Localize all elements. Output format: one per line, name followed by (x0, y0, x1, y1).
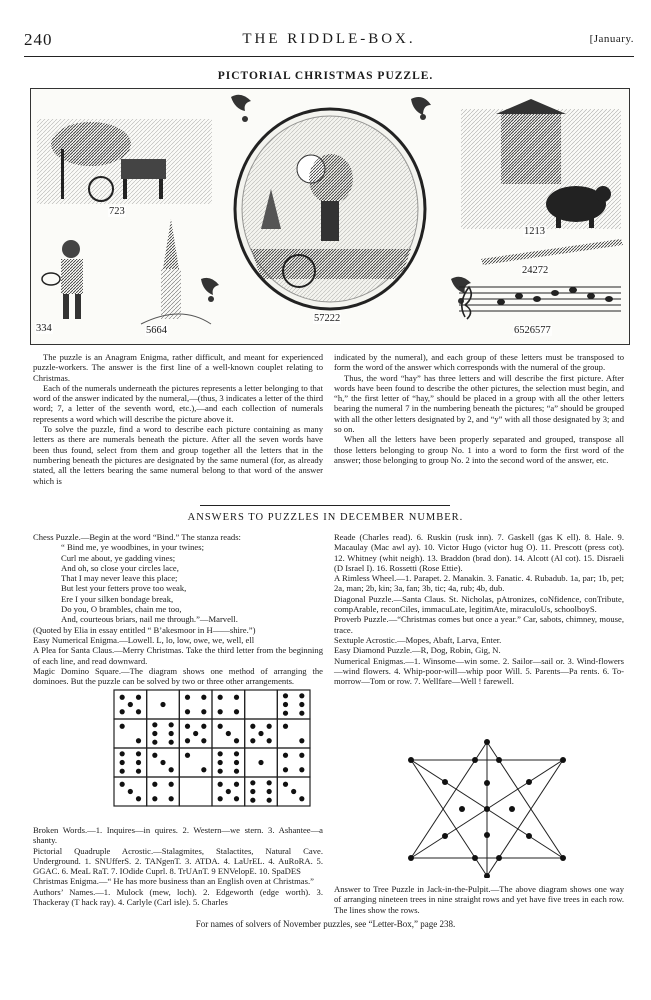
domino-pip (201, 767, 206, 772)
domino-pip (185, 724, 190, 729)
domino-pip (234, 738, 239, 743)
bear-scene (461, 99, 621, 229)
puzzle-paragraph: Thus, the word “hay” has three letters and will describe the first picture. After words have been found to describe the other pictures, the selection must begin, and “h,” the first letter of “hay,” should be placed in a group with all the other letters bearing the numeral 7 in the numbering beneath the pictures; “a” should be grouped with all the other letters designated by 2, and “y” with all those designated by 3; and so on. (334, 372, 624, 435)
domino-pip (128, 789, 133, 794)
answers-left-column (33, 532, 323, 686)
chess-puzzle-intro: Chess Puzzle.—Begin at the word “Bind.” The stanza reads: (33, 532, 241, 542)
domino-pip (299, 767, 304, 772)
domino-pip (218, 760, 223, 765)
domino-pip (299, 693, 304, 698)
central-medallion (235, 109, 425, 309)
answers-left-lower (33, 825, 323, 907)
issue-month: [January. (589, 33, 634, 45)
poem-line: And, courteous briars, nail me through.”—Marvell. (61, 614, 238, 625)
picture-number-7: 6526577 (514, 325, 551, 336)
puzzle-paragraph: When all the letters have been properly separated and grouped, transpose all those letters belonging to group No. 1 into a word to form the first word of the answer; those belonging to group No. 2 into the second word of the answer, etc. (334, 434, 624, 465)
domino-pip (250, 738, 255, 743)
domino-pip (250, 798, 255, 803)
domino-pip (169, 731, 174, 736)
picture-number-4: 57222 (314, 313, 341, 324)
domino-pip (226, 731, 231, 736)
answer-paragraph: Authors’ Names.—1. Mulock (mew, loch). 2. Edgeworth (edge worth). 3. Thackeray (T hack ray). 4. Carlyle (Carl isle). 5. Charles (33, 886, 323, 908)
boy-figure (42, 240, 83, 319)
answer-paragraph: A Rimless Wheel.—1. Parapet. 2. Manakin. 3. Fanatic. 4. Rubadub. 1a, par; 1b, pet; 2a, man; 2b, kin; 3a, fan; 3b, tic; 4a, rub; 4b, dub. (334, 573, 624, 594)
puzzle-title: PICTORIAL CHRISTMAS PUZZLE. (217, 70, 434, 82)
puzzle-paragraph: To solve the puzzle, find a word to describe each picture containing as many letters as there are numerals beneath the picture. After all the seven words have been thus found, select from them and group together all the letters that in the numbering beneath the pictures are designated by the same numeral (for, as already stated, all the letters bearing the same numeral belong to that word of the answer which is (33, 424, 323, 486)
answer-paragraph: Reade (Charles read). 6. Ruskin (rusk inn). 7. Gaskell (gas K ell). 8. Hale. 9. Macaulay (Mac awl ay). 10. Victor Hugo (victor hug O). 11. Prescott (press cot). 12. Whitney (whit neigh). 13. Braddon (brad don). 14. Alcott (Al cot). 15. Disraeli (D Israel I). 16. Rossetti (Rose Ettie). (334, 532, 624, 573)
answer-paragraph: Numerical Enigmas.—1. Winsome—win some. 2. Sailor—sail or. 3. Wind-flowers—wind flowers. 4. Whip-poor-will—whip poor Will. 5. Parents—Pa rents. 6. To-morrow—Tom or row. 7. Wellfare—Well ! farewell. (334, 655, 624, 687)
domino-pip (136, 796, 141, 801)
domino-pip (291, 789, 296, 794)
answers-title: ANSWERS TO PUZZLES IN DECEMBER NUMBER. (187, 512, 464, 523)
picture-number-6: 24272 (522, 265, 549, 276)
domino-pip (234, 695, 239, 700)
domino-pip (226, 789, 231, 794)
domino-pip (152, 753, 157, 758)
domino-cell (212, 748, 245, 777)
domino-pip (136, 751, 141, 756)
domino-pip (201, 724, 206, 729)
domino-pip (136, 738, 141, 743)
answer-paragraph: Magic Domino Square.—The diagram shows one method of arranging the dominoes. But the puzzle can be solved by two or three other arrangements. (33, 665, 323, 687)
domino-pip (136, 760, 141, 765)
domino-pip (283, 724, 288, 729)
domino-pip (185, 753, 190, 758)
domino-pip (299, 753, 304, 758)
answer-paragraph: Sextuple Acrostic.—Mopes, Abaft, Larva, Enter. (334, 634, 502, 645)
domino-pip (201, 709, 206, 714)
domino-pip (160, 760, 165, 765)
domino-cell (147, 777, 180, 806)
answer-paragraph: Broken Words.—1. Inquires—in quires. 2. Western—we stern. 3. Ashantee—a shanty. (33, 825, 323, 846)
puzzle-paragraph: indicated by the numeral), and each group of these letters must be transposed to form the word of the answer which corresponds with the numeral of the group. (334, 352, 624, 373)
puzzle-illustration (30, 88, 630, 345)
domino-pip (136, 695, 141, 700)
domino-pip (267, 789, 272, 794)
tree-puzzle-star-diagram (405, 738, 570, 878)
domino-pip (299, 796, 304, 801)
answers-right-column (334, 532, 624, 686)
domino-pip (120, 782, 125, 787)
domino-pip (267, 738, 272, 743)
tree-puzzle-caption: Answer to Tree Puzzle in Jack-in-the-Pulpit.—The above diagram shows one way of arranging nineteen trees in nine straight rows and yet have five trees in each row. The lines show the rows. (334, 884, 624, 915)
domino-pip (120, 695, 125, 700)
domino-pip (299, 702, 304, 707)
poem-line: Ere I your silken bondage break, (61, 593, 174, 604)
answer-paragraph: A Plea for Santa Claus.—Merry Christmas. Take the third letter from the beginning of each line, and read downward. (33, 645, 323, 666)
domino-pip (234, 782, 239, 787)
domino-cell (179, 777, 212, 806)
domino-pip (250, 724, 255, 729)
domino-pip (218, 751, 223, 756)
domino-pip (234, 796, 239, 801)
domino-pip (136, 709, 141, 714)
domino-pip (267, 724, 272, 729)
domino-pip (128, 702, 133, 707)
domino-pip (250, 789, 255, 794)
domino-cell (114, 748, 147, 777)
domino-pip (218, 782, 223, 787)
answer-paragraph: Easy Numerical Enigma.—Lowell. L, lo, low, owe, we, well, ell (33, 634, 255, 645)
domino-pip (120, 724, 125, 729)
domino-pip (152, 796, 157, 801)
picture-number-5: 1213 (524, 226, 545, 237)
domino-pip (201, 738, 206, 743)
poem-line: “ Bind me, ye woodbines, in your twines; (61, 542, 204, 553)
domino-pip (152, 782, 157, 787)
domino-pip (169, 796, 174, 801)
domino-pip (169, 767, 174, 772)
domino-pip (250, 780, 255, 785)
domino-pip (218, 796, 223, 801)
domino-pip (283, 702, 288, 707)
domino-pip (283, 782, 288, 787)
domino-pip (152, 731, 157, 736)
answer-paragraph: (Quoted by Elia in essay entitled “ B’akesmoor in H——shire.”) (33, 624, 256, 635)
puzzle-paragraph: Each of the numerals underneath the pictures represents a letter belonging to that word of the answer indicated by the numeral,—(thus, 3 indicates a letter of the third word; 7, a letter of the seventh word, etc.),—and each collection of numerals represents a word which will describe the picture above it. (33, 382, 323, 424)
domino-pip (283, 753, 288, 758)
puzzle-text-left (33, 352, 323, 486)
domino-cell (212, 690, 245, 719)
domino-pip (267, 798, 272, 803)
domino-pip (234, 769, 239, 774)
domino-pip (218, 695, 223, 700)
puzzle-text-right (334, 352, 624, 465)
domino-square-diagram (112, 688, 312, 808)
domino-pip (234, 751, 239, 756)
domino-pip (267, 780, 272, 785)
domino-pip (136, 769, 141, 774)
domino-pip (169, 782, 174, 787)
domino-pip (160, 702, 165, 707)
poem-line: Do you, O brambles, chain me too, (61, 604, 182, 615)
domino-pip (120, 751, 125, 756)
poem-line: That I may never leave this place; (61, 573, 178, 584)
picture-number-3: 5664 (146, 325, 167, 336)
domino-cell (277, 748, 310, 777)
puzzle-paragraph: The puzzle is an Anagram Enigma, rather difficult, and meant for experienced puzzle-workers. The answer is the first line of a well-known couplet relating to Christmas. (33, 352, 323, 383)
domino-pip (234, 709, 239, 714)
domino-pip (185, 695, 190, 700)
domino-pip (234, 760, 239, 765)
domino-pip (218, 769, 223, 774)
domino-cell (277, 690, 310, 719)
domino-cell (179, 690, 212, 719)
page-number: 240 (24, 30, 53, 49)
domino-pip (193, 731, 198, 736)
footer-note: For names of solvers of November puzzles, see “Letter-Box,” page 238. (195, 919, 456, 929)
domino-pip (218, 709, 223, 714)
section-rule (200, 505, 450, 506)
header-rule (24, 56, 634, 57)
poem-line: And oh, so close your circles lace, (61, 562, 179, 573)
domino-pip (283, 767, 288, 772)
domino-cell (245, 777, 278, 806)
answer-paragraph: Pictorial Quadruple Acrostic.—Stalagmites, Stalactites, Natural Cave. Underground. 1. SNUfferS. 2. TANgenT. 3. ATDA. 4. LaUrEL. 4. AuRoRA. 5. GGAC. 6. MeaL RaT. 7. IOdide Cuprl. 8. TrUAnT. 9 ENVelopE. 10. SpaDES (33, 845, 323, 877)
picture-number-2: 334 (36, 323, 52, 334)
domino-pip (120, 709, 125, 714)
poem-line: But lest your fetters prove too weak, (61, 583, 187, 594)
domino-pip (120, 769, 125, 774)
domino-cell (147, 719, 180, 748)
running-title: THE RIDDLE-BOX. (242, 31, 416, 47)
domino-pip (201, 695, 206, 700)
church-spire (141, 219, 211, 324)
domino-cell (245, 690, 278, 719)
answer-paragraph: Diagonal Puzzle.—Santa Claus. St. Nicholas, pAtronizes, coNfidence, conTribute, compArable, reconCiles, immacuLate, legitimAte, miraculoUs, schoolboyS. (334, 593, 624, 615)
domino-cell (179, 748, 212, 777)
music-staff (459, 287, 621, 319)
answer-paragraph: Christmas Enigma.—“ He has more business than an English oven at Christmas.” (33, 876, 314, 887)
domino-pip (152, 740, 157, 745)
domino-pip (299, 738, 304, 743)
domino-pip (185, 738, 190, 743)
domino-pip (152, 722, 157, 727)
domino-cell (114, 719, 147, 748)
running-header (24, 30, 634, 50)
domino-pip (169, 740, 174, 745)
domino-pip (299, 711, 304, 716)
domino-pip (283, 693, 288, 698)
poem-line: Curl me about, ye gadding vines; (61, 552, 176, 563)
domino-pip (283, 711, 288, 716)
chess-poem (33, 542, 323, 624)
domino-pip (258, 760, 263, 765)
domino-pip (169, 722, 174, 727)
hay-cart-scene (37, 119, 212, 204)
answer-paragraph: Proverb Puzzle.—“Christmas comes but once a year.” Car, sabots, chimney, mouse, trace. (334, 614, 624, 635)
lath-object (481, 239, 623, 265)
domino-cell (277, 719, 310, 748)
domino-pip (258, 731, 263, 736)
domino-pip (120, 760, 125, 765)
picture-number-1: 723 (109, 206, 125, 217)
domino-pip (185, 709, 190, 714)
answer-paragraph: Easy Diamond Puzzle.—R, Dog, Robin, Gig, N. (334, 645, 501, 656)
domino-pip (218, 724, 223, 729)
